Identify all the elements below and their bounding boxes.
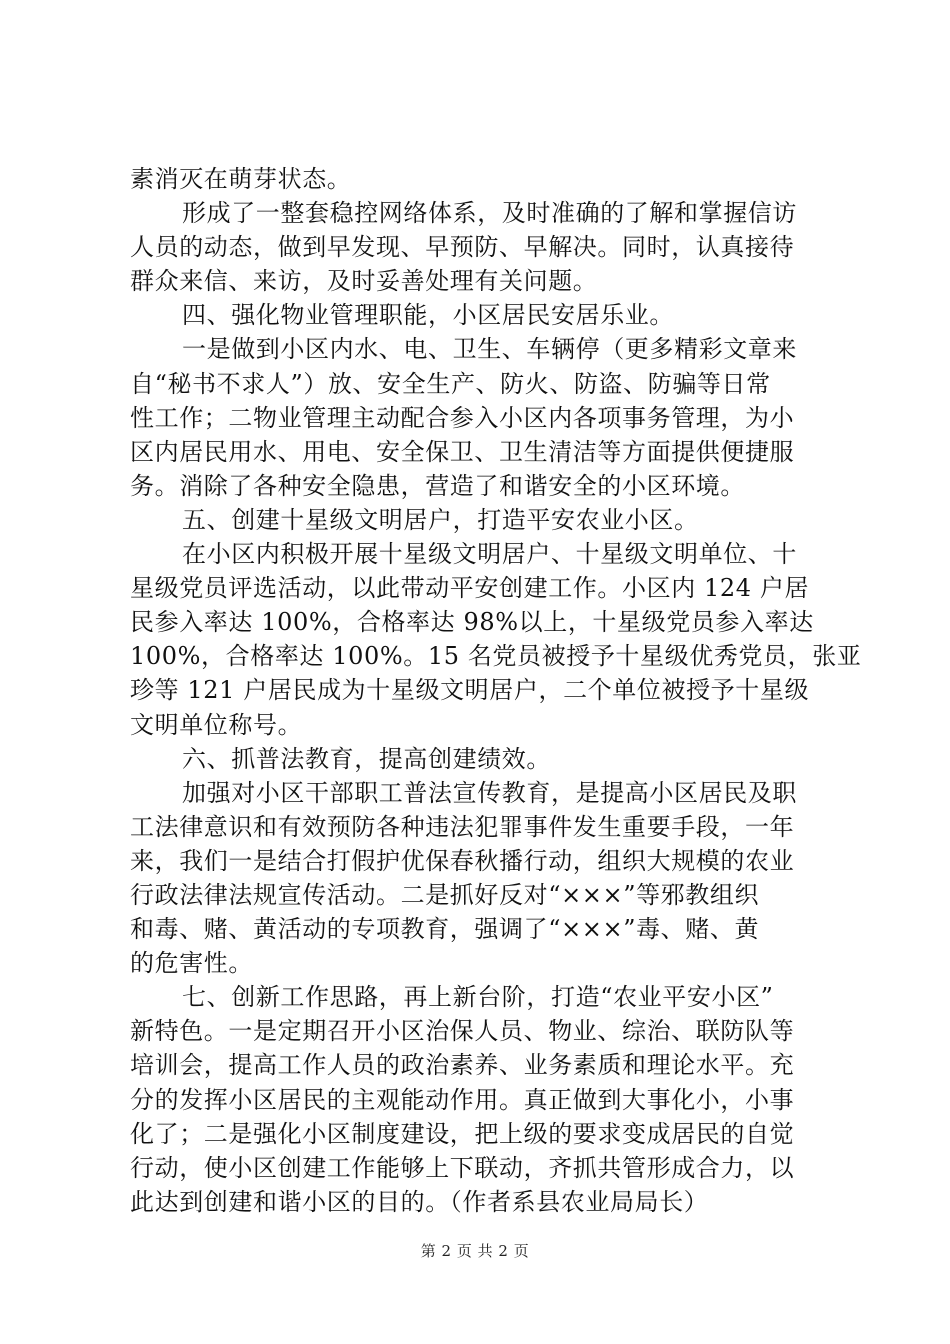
text-line: 和毒、赌、黄活动的专项教育，强调了“×××”毒、赌、黄	[130, 915, 760, 944]
page-footer: 第 2 页 共 2 页	[420, 1242, 530, 1260]
text-line: 新特色。一是定期召开小区治保人员、物业、综治、联防队等	[130, 1017, 795, 1046]
text-line: 性工作；二物业管理主动配合参入小区内各项事务管理，为小	[130, 403, 795, 432]
text-line: 务。消除了各种安全隐患，营造了和谐安全的小区环境。	[130, 471, 745, 500]
text-line: 群众来信、来访，及时妥善处理有关问题。	[130, 267, 598, 296]
text-line: 分的发挥小区居民的主观能动作用。真正做到大事化小，小事	[130, 1085, 795, 1114]
text-line: 在小区内积极开展十星级文明居户、十星级文明单位、十	[182, 540, 797, 569]
text-line: 培训会，提高工作人员的政治素养、业务素质和理论水平。充	[130, 1051, 795, 1080]
text-line: 来，我们一是结合打假护优保春秋播行动，组织大规模的农业	[130, 846, 795, 875]
text-line: 工法律意识和有效预防各种违法犯罪事件发生重要手段，一年	[130, 812, 795, 841]
text-line: 加强对小区干部职工普法宣传教育，是提高小区居民及职	[182, 778, 797, 807]
text-line: 人员的动态，做到早发现、早预防、早解决。同时，认真接待	[130, 233, 795, 262]
text-line: 此达到创建和谐小区的目的。（作者系县农业局局长）	[130, 1187, 709, 1216]
text-line: 区内居民用水、用电、安全保卫、卫生清洁等方面提供便捷服	[130, 437, 795, 466]
text-line: 六、抓普法教育，提高创建绩效。	[182, 744, 551, 773]
text-line: 行动，使小区创建工作能够上下联动，齐抓共管形成合力，以	[130, 1153, 795, 1182]
text-line: 100%，合格率达 100%。15 名党员被授予十星级优秀党员，张亚	[130, 642, 862, 671]
text-line: 自“秘书不求人”）放、安全生产、防火、防盗、防骗等日常	[130, 369, 771, 398]
text-line: 珍等 121 户居民成为十星级文明居户，二个单位被授予十星级	[130, 676, 810, 705]
text-line: 七、创新工作思路，再上新台阶，打造“农业平安小区”	[182, 983, 774, 1012]
text-line: 形成了一整套稳控网络体系，及时准确的了解和掌握信访	[182, 199, 797, 228]
text-line: 素消灭在萌芽状态。	[130, 165, 352, 193]
text-line: 行政法律法规宣传活动。二是抓好反对“×××”等邪教组织	[130, 880, 760, 909]
text-line: 四、强化物业管理职能，小区居民安居乐业。	[182, 301, 674, 330]
text-line: 星级党员评选活动，以此带动平安创建工作。小区内 124 户居	[130, 574, 810, 603]
text-line: 一是做到小区内水、电、卫生、车辆停（更多精彩文章来	[182, 335, 797, 364]
text-line: 化了；二是强化小区制度建设，把上级的要求变成居民的自觉	[130, 1119, 795, 1148]
text-line: 民参入率达 100%，合格率达 98%以上，十星级党员参入率达	[130, 608, 814, 637]
text-line: 的危害性。	[130, 949, 253, 978]
text-line: 文明单位称号。	[130, 710, 303, 739]
document-body	[130, 162, 862, 1219]
text-line: 五、创建十星级文明居户，打造平安农业小区。	[182, 505, 699, 534]
